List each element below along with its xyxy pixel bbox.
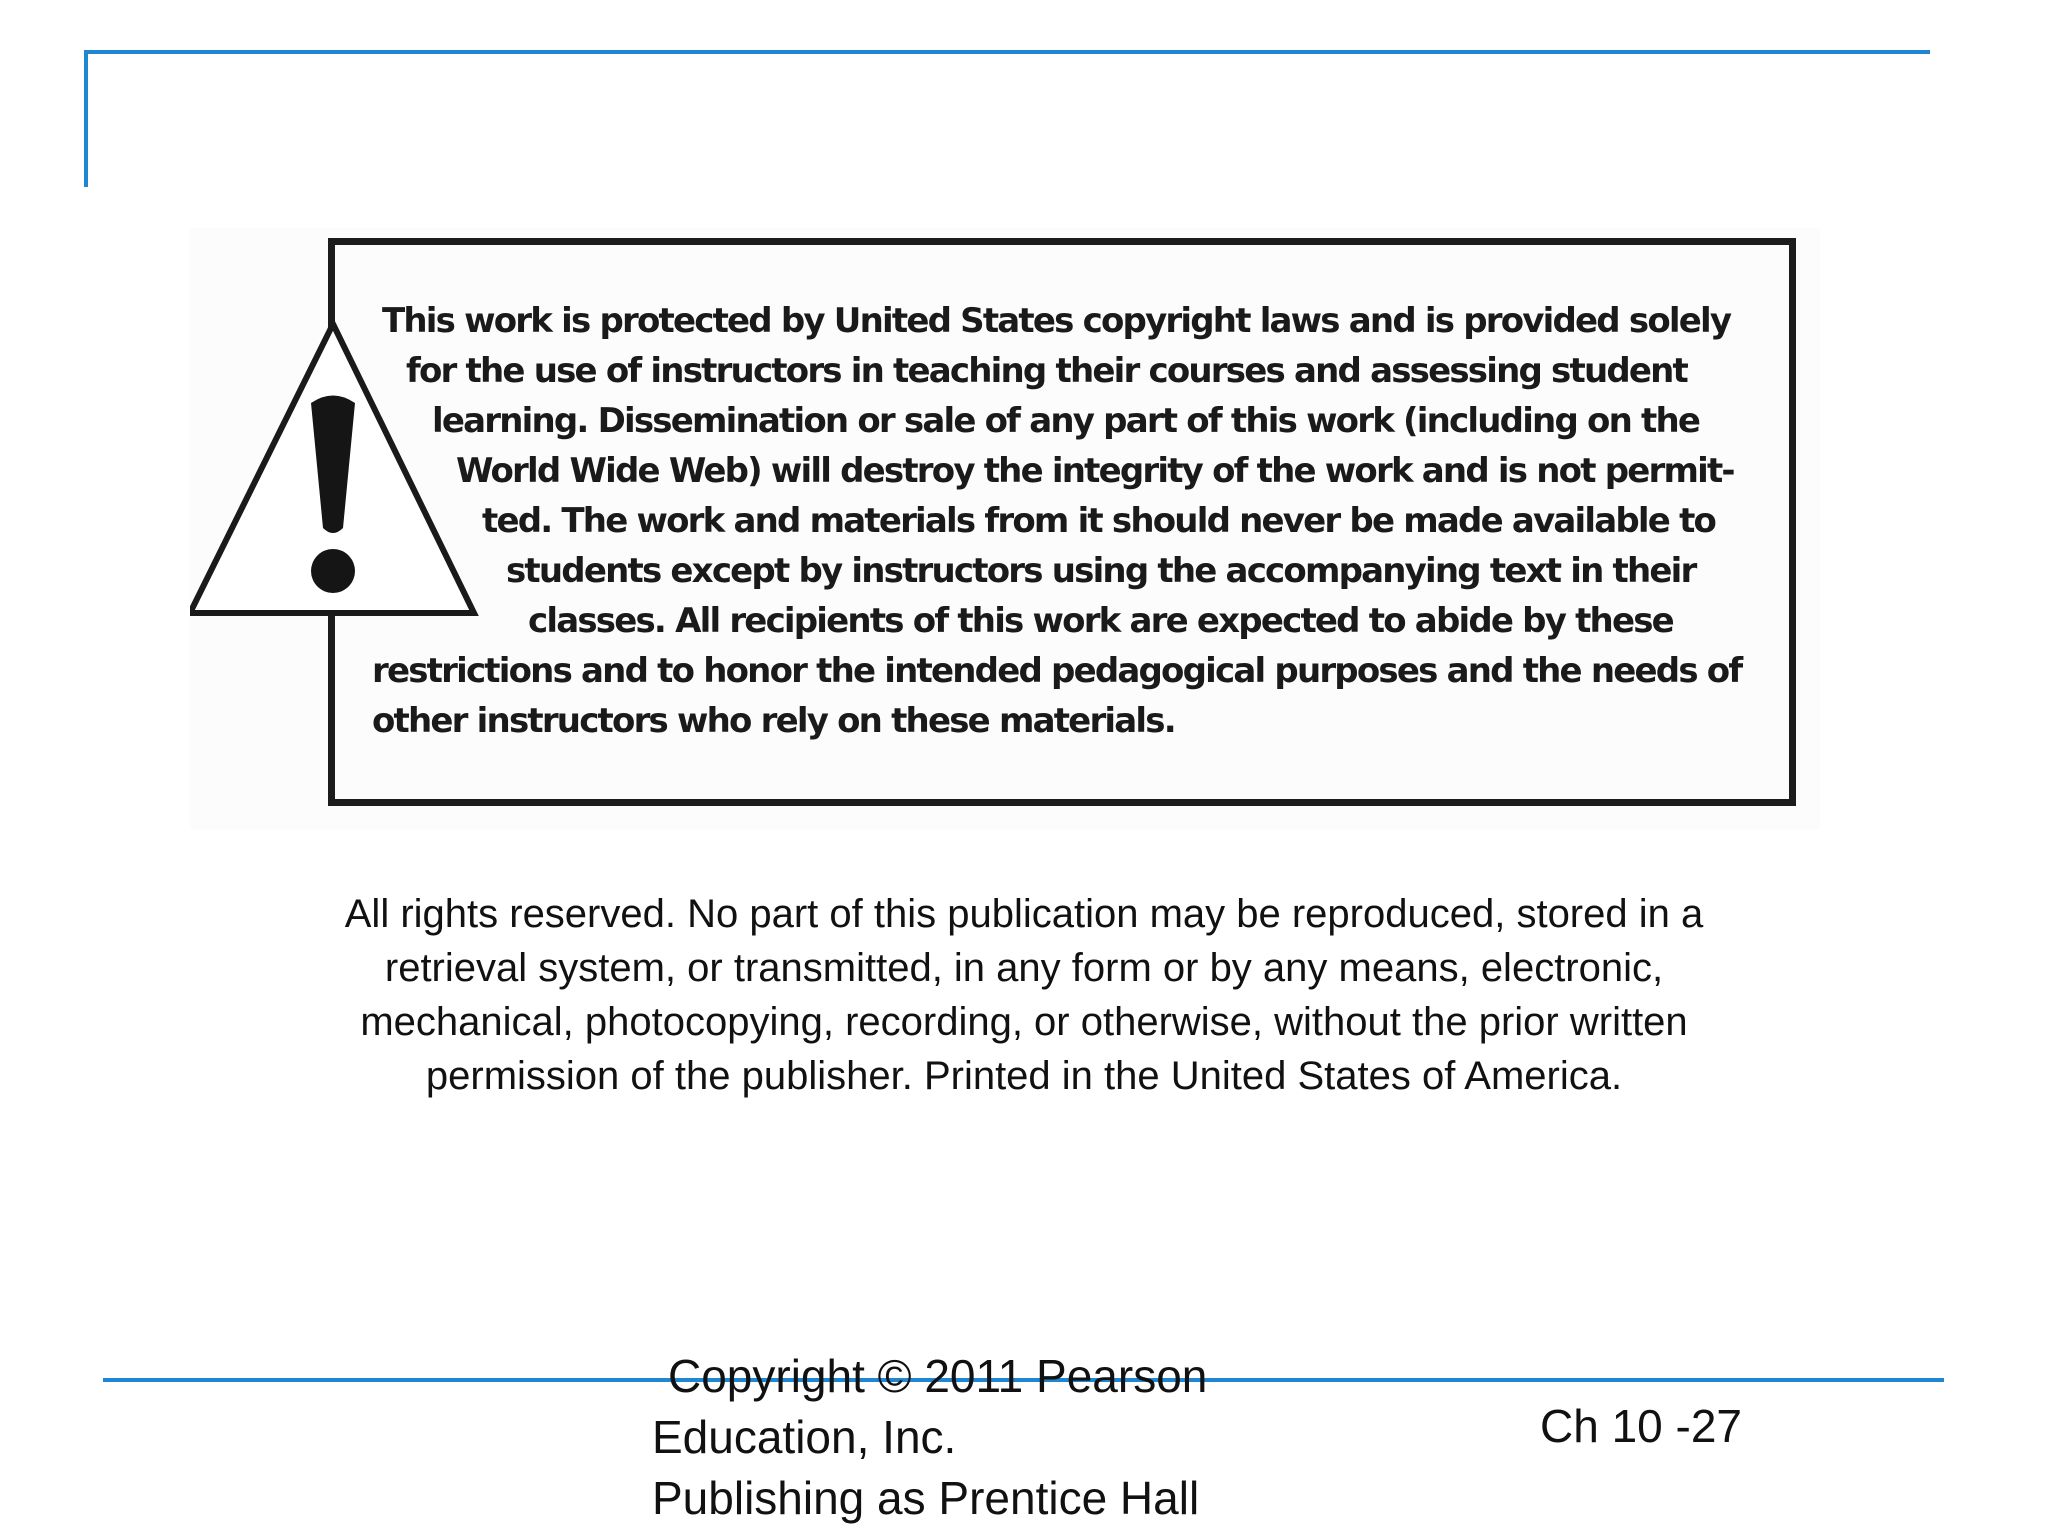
rights-line: retrieval system, or transmitted, in any form or by any means, electronic, [384,946,1664,990]
notice-text [372,296,1742,746]
notice-line: for the use of instructors in teaching their courses and assessing student [406,351,1688,391]
notice-line: This work is protected by United States copyright laws and is provided solely [382,301,1731,341]
rights-line: mechanical, photocopying, recording, or otherwise, without the prior written [360,1000,1688,1044]
copyright-line: Publishing as Prentice Hall [652,1472,1200,1524]
notice-line: restrictions and to honor the intended pedagogical purposes and the needs of [372,651,1742,691]
notice-line: World Wide Web) will destroy the integrity of the work and is not permit- [456,451,1734,491]
slide-number: Ch 10 -27 [1540,1400,1743,1452]
copyright-line: Copyright © 2011 Pearson [668,1350,1208,1402]
footer-copyright [652,1346,1372,1529]
rights-reserved-text [180,887,1868,1103]
notice-line: other instructors who rely on these materials. [372,701,1175,741]
notice-line: students except by instructors using the accompanying text in their [506,551,1696,591]
copyright-line: Education, Inc. [652,1411,957,1463]
frame-left-rule [84,50,88,187]
rights-line: permission of the publisher. Printed in the United States of America. [425,1054,1623,1098]
notice-line: ted. The work and materials from it should never be made available to [482,501,1716,541]
notice-line: classes. All recipients of this work are expected to abide by these [528,601,1673,641]
rights-line: All rights reserved. No part of this publication may be reproduced, stored in a [344,892,1704,936]
copyright-notice-graphic [190,228,1820,830]
notice-line: learning. Dissemination or sale of any part of this work (including on the [432,401,1700,441]
frame-top-rule [84,50,1930,54]
